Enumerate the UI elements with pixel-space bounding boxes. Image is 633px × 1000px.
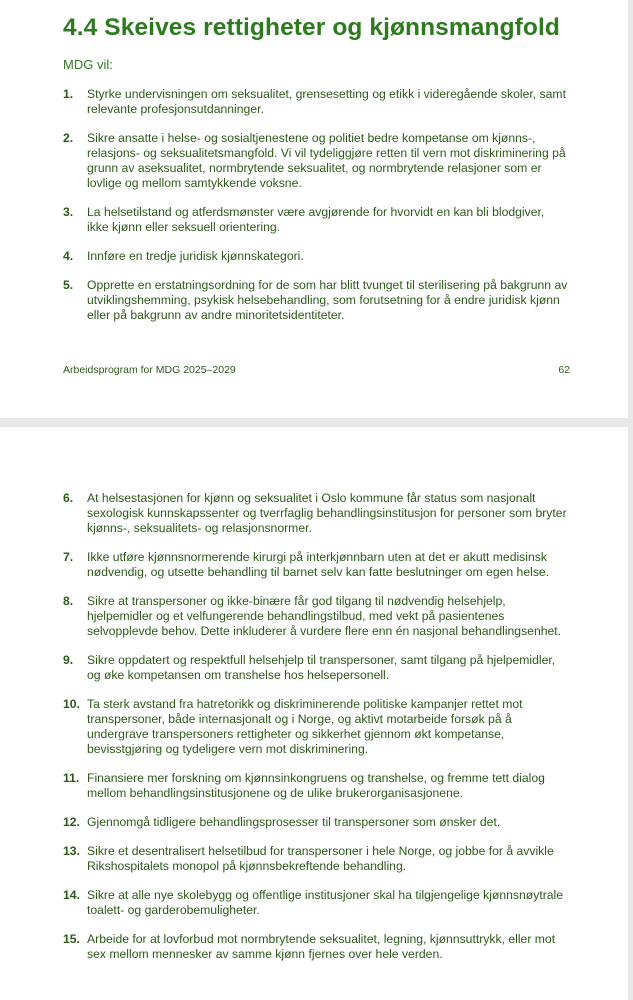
- list-item-number: 7.: [63, 550, 74, 564]
- list-item: [63, 491, 568, 536]
- list-item-text: Sikre ansatte i helse- og sosialtjenestene og politiet bedre kompetanse om kjønns-, relasjons- og seksualitetsmangfold. Vi vil tydeliggjøre retten til vern mot diskriminering på grunn av aseksualitet, normbrytende seksualitet, og normbrytende relasjoner som er lovlige og mellom samtykkende voksne.: [87, 131, 566, 190]
- list-item-number: 14.: [63, 888, 80, 902]
- policy-list: [63, 87, 568, 337]
- list-item-number: 12.: [63, 815, 80, 829]
- list-item: [63, 771, 568, 801]
- intro-text: MDG vil:: [63, 57, 113, 72]
- list-item: [63, 87, 568, 117]
- list-item-text: Gjennomgå tidligere behandlingsprosesser til transpersoner som ønsker det.: [87, 815, 501, 829]
- list-item-text: La helsetilstand og atferdsmønster være avgjørende for hvorvidt en kan bli blodgiver, ikke kjønn eller seksuell orientering.: [87, 205, 545, 234]
- list-item-number: 10.: [63, 697, 80, 711]
- list-item: [63, 131, 568, 191]
- list-item-text: Opprette en erstatningsordning for de som har blitt tvunget til sterilisering på bakgrunn av utviklingshemming, psykisk helsebehandling, som forutsetning for å endre juridisk kjønn eller på bakgrunn av andre minoritetsidentiteter.: [87, 278, 568, 322]
- list-item-text: Sikre at transpersoner og ikke-binære får god tilgang til nødvendig helsehjelp, hjelpemidler og et velfungerende behandlingstilbud, med vekt på pasientenes selvopplevde behov. Dette inkluderer å vurdere flere enn én nasjonal behandlingsenhet.: [87, 594, 562, 638]
- list-item-number: 9.: [63, 653, 74, 667]
- list-item-number: 4.: [63, 249, 74, 263]
- list-item-text: Sikre oppdatert og respektfull helsehjelp til transpersoner, samt tilgang på hjelpemidler, og øke kompetansen om transhelse hos helsepersonell.: [87, 653, 556, 682]
- list-item: [63, 888, 568, 918]
- page-number: 62: [558, 364, 570, 376]
- list-item: [63, 844, 568, 874]
- list-item-text: Sikre at alle nye skolebygg og offentlige institusjoner skal ha tilgjengelige kjønnsnøytrale toalett- og garderobemuligheter.: [87, 888, 564, 917]
- list-item-number: 15.: [63, 932, 80, 946]
- list-item-number: 6.: [63, 491, 74, 505]
- list-item-number: 1.: [63, 87, 74, 101]
- list-item: [63, 815, 568, 830]
- list-item-number: 8.: [63, 594, 74, 608]
- list-item: [63, 550, 568, 580]
- list-item-number: 13.: [63, 844, 80, 858]
- document-page-63: [0, 427, 628, 1000]
- list-item-text: Arbeide for at lovforbud mot normbrytende seksualitet, legning, kjønnsuttrykk, eller mot sex mellom mennesker av samme kjønn fjernes over hele verden.: [87, 932, 556, 961]
- policy-list-continued: [63, 491, 568, 976]
- list-item-text: Ikke utføre kjønnsnormerende kirurgi på interkjønnbarn uten at det er akutt medisinsk nødvendig, og utsette behandling til barnet selv kan fatte beslutninger om egen helse.: [87, 550, 550, 579]
- list-item-text: Innføre en tredje juridisk kjønnskategori.: [87, 249, 304, 263]
- list-item-number: 3.: [63, 205, 74, 219]
- list-item-text: Sikre et desentralisert helsetilbud for transpersoner i hele Norge, og jobbe for å avvikle Rikshospitalets monopol på kjønnsbekreftende behandling.: [87, 844, 554, 873]
- list-item-text: Styrke undervisningen om seksualitet, grensesetting og etikk i videregående skoler, samt relevante profesjonsutdanninger.: [87, 87, 566, 116]
- footer-document-title: Arbeidsprogram for MDG 2025–2029: [63, 364, 236, 376]
- list-item-number: 5.: [63, 278, 74, 292]
- document-page-62: [0, 0, 628, 418]
- list-item-number: 11.: [63, 771, 80, 785]
- list-item: [63, 697, 568, 757]
- list-item: [63, 205, 568, 235]
- list-item-text: Ta sterk avstand fra hatretorikk og diskriminerende politiske kampanjer rettet mot transpersoner, både internasjonalt og i Norge, og aktivt motarbeide forsøk på å undergrave transpersoners rettigheter og sikkerhet gjennom økt kompetanse, bevisstgjøring og tydeligere vern mot diskriminering.: [87, 697, 523, 756]
- list-item: [63, 594, 568, 639]
- list-item-text: At helsestasjonen for kjønn og seksualitet i Oslo kommune får status som nasjonalt sexologisk kunnskapssenter og tverrfaglig behandlingsinstitusjon for personer som bryter kjønns-, seksualitets- og relasjonsnormer.: [87, 491, 567, 535]
- list-item: [63, 278, 568, 323]
- list-item-number: 2.: [63, 131, 74, 145]
- section-title: 4.4 Skeives rettigheter og kjønnsmangfold: [63, 14, 560, 41]
- list-item: [63, 653, 568, 683]
- list-item-text: Finansiere mer forskning om kjønnsinkongruens og transhelse, og fremme tett dialog mellom behandlingsinstitusjonene og de ulike brukerorganisasjonene.: [87, 771, 545, 800]
- list-item: [63, 932, 568, 962]
- list-item: [63, 249, 568, 264]
